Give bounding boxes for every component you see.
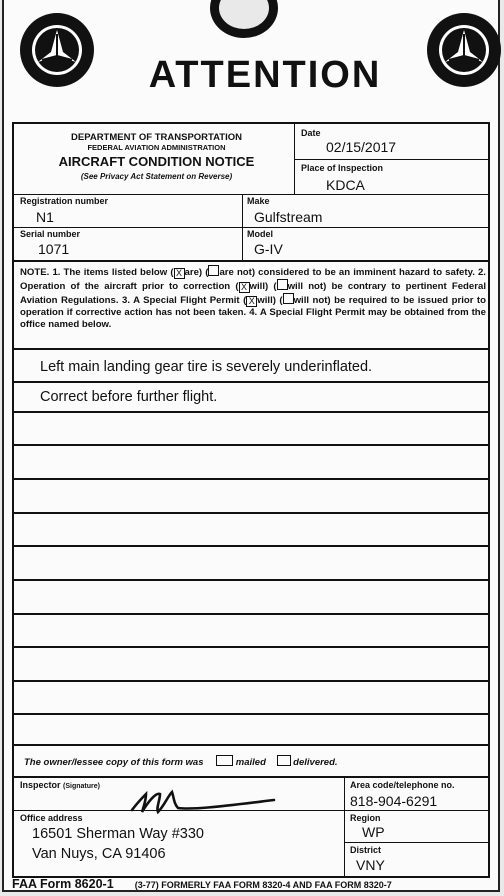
form-title: AIRCRAFT CONDITION NOTICE bbox=[58, 154, 255, 169]
office-line2[interactable]: Van Nuys, CA 91406 bbox=[32, 846, 166, 862]
delivered-checkbox[interactable] bbox=[277, 755, 291, 766]
ruled-line bbox=[14, 512, 488, 514]
note-text: are) ( bbox=[184, 267, 209, 278]
note-text: 4. A Special Flight Permit may be obtained from the office named below. bbox=[20, 307, 486, 330]
will-contrary-checkbox[interactable]: X bbox=[239, 282, 250, 293]
note-text: will) ( bbox=[257, 295, 283, 306]
note-text: 2. Operation of the aircraft prior to correction ( bbox=[20, 267, 486, 292]
note-label: NOTE. bbox=[20, 267, 50, 278]
ruled-line bbox=[14, 381, 488, 383]
region-value[interactable]: WP bbox=[362, 824, 385, 840]
serial-value[interactable]: 1071 bbox=[38, 241, 70, 257]
divider bbox=[294, 159, 488, 160]
remark-line-1[interactable]: Left main landing gear tire is severely underinflated. bbox=[40, 359, 373, 375]
inspector-signature bbox=[124, 782, 284, 818]
dot-seal-right bbox=[426, 12, 502, 88]
mailed-checkbox[interactable] bbox=[216, 755, 233, 766]
owner-copy-text: The owner/lessee copy of this form was bbox=[24, 757, 204, 768]
owner-copy-row bbox=[24, 755, 338, 768]
make-label: Make bbox=[247, 196, 270, 206]
divider bbox=[344, 776, 345, 878]
phone-label: Area code/telephone no. bbox=[350, 780, 455, 790]
registration-value[interactable]: N1 bbox=[36, 209, 54, 225]
place-value[interactable]: KDCA bbox=[326, 177, 365, 193]
ruled-line bbox=[14, 545, 488, 547]
divider bbox=[14, 227, 488, 228]
ruled-line bbox=[14, 646, 488, 648]
registration-label: Registration number bbox=[20, 196, 109, 206]
agency-line2: FEDERAL AVIATION ADMINISTRATION bbox=[87, 143, 226, 152]
note-text: will) ( bbox=[249, 281, 277, 292]
ruled-line bbox=[14, 579, 488, 581]
ruled-line bbox=[14, 348, 488, 350]
delivered-label: delivered. bbox=[293, 757, 338, 768]
are-not-checkbox[interactable] bbox=[208, 265, 219, 276]
serial-label: Serial number bbox=[20, 229, 81, 239]
form-number: FAA Form 8620-1 bbox=[12, 877, 114, 891]
privacy-note: (See Privacy Act Statement on Reverse) bbox=[80, 172, 233, 181]
ruled-line bbox=[14, 444, 488, 446]
make-value[interactable]: Gulfstream bbox=[254, 209, 323, 225]
phone-value[interactable]: 818-904-6291 bbox=[350, 793, 438, 809]
date-value[interactable]: 02/15/2017 bbox=[326, 139, 397, 155]
dot-seal-left bbox=[19, 12, 95, 88]
mailed-label: mailed bbox=[235, 757, 266, 768]
divider bbox=[344, 842, 488, 843]
note-text: will not) be contrary to pertinent Federal Aviation Regulations. bbox=[20, 281, 486, 306]
district-label: District bbox=[350, 845, 382, 855]
note-text: 1. The items listed below ( bbox=[52, 267, 174, 278]
office-label: Office address bbox=[20, 813, 83, 823]
are-checkbox[interactable]: X bbox=[174, 268, 185, 279]
ruled-line bbox=[14, 713, 488, 715]
place-label: Place of Inspection bbox=[301, 163, 384, 173]
ruled-line bbox=[14, 411, 488, 413]
region-label: Region bbox=[350, 813, 381, 823]
remark-line-2[interactable]: Correct before further flight. bbox=[40, 389, 218, 405]
agency-line1: DEPARTMENT OF TRANSPORTATION bbox=[71, 132, 242, 143]
note-text: will not) be required to be issued prior to operation if corrective action has not been taken. bbox=[20, 295, 486, 318]
inspector-label: Inspector (Signature) bbox=[20, 780, 100, 790]
ruled-line bbox=[14, 478, 488, 480]
ruled-line bbox=[14, 680, 488, 682]
will-not-contrary-checkbox[interactable] bbox=[277, 279, 288, 290]
divider bbox=[14, 776, 488, 778]
note-paragraph bbox=[20, 265, 486, 330]
note-text: 3. A Special Flight Permit ( bbox=[122, 295, 247, 306]
model-label: Model bbox=[247, 229, 273, 239]
attention-headline: ATTENTION bbox=[148, 54, 382, 96]
divider bbox=[14, 260, 488, 262]
date-label: Date bbox=[301, 128, 321, 138]
permit-will-checkbox[interactable]: X bbox=[246, 296, 257, 307]
form-footer bbox=[12, 877, 492, 891]
ruled-line bbox=[14, 613, 488, 615]
divider bbox=[14, 194, 488, 195]
permit-will-not-checkbox[interactable] bbox=[283, 293, 294, 304]
district-value[interactable]: VNY bbox=[356, 857, 385, 873]
model-value[interactable]: G-IV bbox=[254, 241, 283, 257]
note-text: are not) considered to be an imminent hazard to safety. bbox=[219, 267, 475, 278]
form-revision: (3-77) FORMERLY FAA FORM 8320-4 AND FAA FORM 8320-7 bbox=[134, 880, 392, 890]
divider bbox=[14, 810, 488, 811]
aircraft-condition-form bbox=[12, 122, 490, 878]
ruled-line bbox=[14, 744, 488, 746]
office-line1[interactable]: 16501 Sherman Way #330 bbox=[32, 826, 204, 842]
